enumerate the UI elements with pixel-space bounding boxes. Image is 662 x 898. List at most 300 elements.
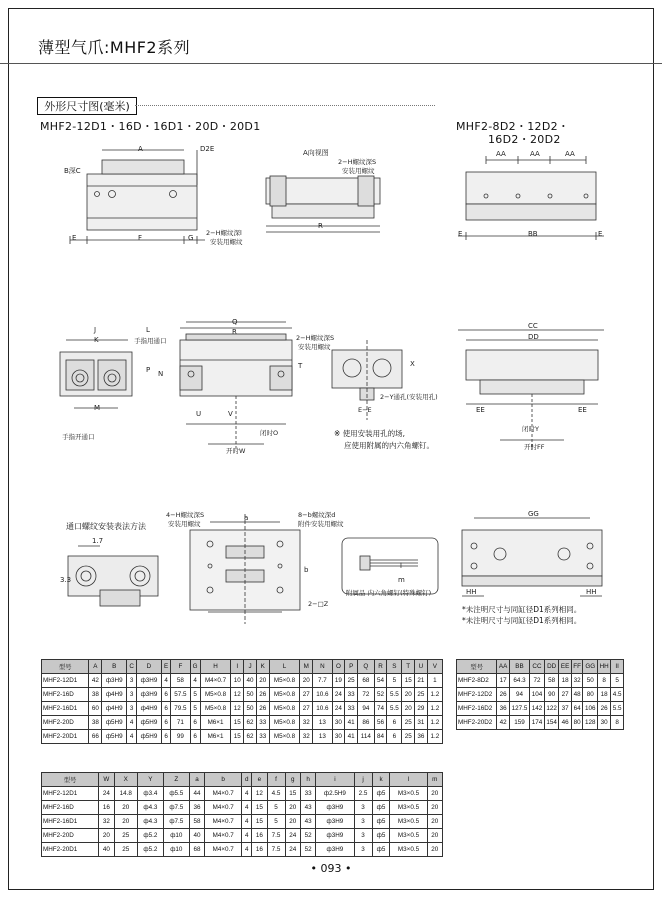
table-cell: 64 xyxy=(571,702,583,716)
table-cell: 43 xyxy=(300,815,315,829)
table-cell: 114 xyxy=(358,730,375,744)
label-finger-open-port: 手指开通口 xyxy=(62,433,95,441)
table-cell: 20 xyxy=(402,702,415,716)
table-cell: ф4H9 xyxy=(136,702,161,716)
table-row xyxy=(42,815,443,829)
table-cell: 7.5 xyxy=(267,843,285,857)
port-method-title: 通口螺纹安装表法方法 xyxy=(66,522,146,531)
table-cell: 7.7 xyxy=(313,674,332,688)
table-cell: 94 xyxy=(509,688,529,702)
table-cell: 27 xyxy=(559,688,571,702)
col-header: FF xyxy=(571,660,583,674)
table-cell: ф3H9 xyxy=(102,674,127,688)
dim-m: M xyxy=(94,404,101,412)
label-thread-s-2: 2−H螺纹深S xyxy=(296,334,335,342)
table-cell: 4 xyxy=(162,674,171,688)
label-open-ff: 开时FF xyxy=(524,443,545,451)
spec-table-d2 xyxy=(456,659,624,730)
table-cell: ф5 xyxy=(372,801,390,815)
dim-a: A xyxy=(138,145,143,153)
table-cell: ф4H9 xyxy=(102,702,127,716)
table-cell: 15 xyxy=(252,815,267,829)
table-cell: 5 xyxy=(611,674,624,688)
col-header: L xyxy=(269,660,300,674)
table-cell: 3 xyxy=(354,815,372,829)
table-cell: 12 xyxy=(231,702,244,716)
table-cell: 36 xyxy=(415,730,428,744)
model-cell: MHF2-16D xyxy=(42,688,89,702)
table-cell: 4 xyxy=(242,801,252,815)
table-cell: 72 xyxy=(530,674,545,688)
dim-k: K xyxy=(94,336,99,344)
table-cell: 24 xyxy=(285,829,300,843)
table-cell: 42 xyxy=(497,716,509,730)
table-cell: 8 xyxy=(598,674,611,688)
table-cell: 33 xyxy=(256,730,269,744)
label-finger-port: 手指用通口 xyxy=(134,337,167,345)
col-header: V xyxy=(427,660,442,674)
dim-x: X xyxy=(410,360,415,368)
table-cell: 4.5 xyxy=(267,787,285,801)
table-cell: ф2.5H9 xyxy=(316,787,354,801)
table-cell: 122 xyxy=(544,702,559,716)
table-cell: 6 xyxy=(162,702,171,716)
table-cell: 62 xyxy=(244,730,257,744)
table-cell: 74 xyxy=(374,702,387,716)
table-cell: 68 xyxy=(358,674,375,688)
table-cell: 27 xyxy=(300,688,313,702)
table-cell: 10 xyxy=(231,674,244,688)
col-header: D xyxy=(136,660,161,674)
table-cell: 20 xyxy=(300,674,313,688)
table-cell: 58 xyxy=(171,674,190,688)
label-with-hex: 附件安装用螺纹 xyxy=(298,520,344,528)
col-header: l xyxy=(390,773,427,787)
col-header: B xyxy=(102,660,127,674)
col-header: C xyxy=(127,660,137,674)
table-cell: 20 xyxy=(114,815,137,829)
section-label: 外形尺寸图(毫米) xyxy=(37,97,137,115)
table-cell: M5×0.8 xyxy=(200,702,231,716)
label-mount-thread-3: 安装用螺纹 xyxy=(298,343,331,351)
table-cell: 20 xyxy=(427,815,442,829)
dim-u: U xyxy=(196,410,202,418)
label-thread-8b: 8−b螺纹深d xyxy=(298,511,336,519)
table-cell: 17 xyxy=(497,674,509,688)
table-cell: 36 xyxy=(189,801,204,815)
table-cell: 5.5 xyxy=(387,688,402,702)
table-cell: 84 xyxy=(374,730,387,744)
table-cell: 15 xyxy=(231,716,244,730)
a-view xyxy=(266,176,380,232)
col-header: h xyxy=(300,773,315,787)
label-ee: E−E xyxy=(358,406,372,414)
model-series-left: MHF2-12D1・16D・16D1・20D・20D1 xyxy=(40,120,261,133)
table-cell: ф5 xyxy=(372,815,390,829)
footnote-2: *未注明尺寸与同缸径D1系列相同。 xyxy=(462,616,582,625)
table-cell: 159 xyxy=(509,716,529,730)
table-cell: 15 xyxy=(285,787,300,801)
table-cell: 41 xyxy=(345,730,358,744)
spec-table-d1 xyxy=(41,659,443,744)
table-cell: 6 xyxy=(190,730,200,744)
table-cell: 26 xyxy=(256,688,269,702)
col-header: G xyxy=(190,660,200,674)
dim-1-7: 1.7 xyxy=(92,537,104,545)
dim-g: G xyxy=(188,234,194,242)
model-cell: MHF2-16D2 xyxy=(457,702,497,716)
model-cell: MHF2-16D1 xyxy=(42,702,89,716)
dim-l-lower: l xyxy=(400,562,402,570)
table-cell: 5 xyxy=(387,674,402,688)
table-cell: 66 xyxy=(89,730,102,744)
table-cell: ф3H9 xyxy=(136,674,161,688)
table-cell: 20 xyxy=(285,801,300,815)
table-cell: 13 xyxy=(313,716,332,730)
table-cell: 4 xyxy=(127,730,137,744)
col-header: P xyxy=(345,660,358,674)
table-cell: 30 xyxy=(598,716,611,730)
dim-q: Q xyxy=(232,318,238,326)
table-cell: 1.2 xyxy=(427,716,442,730)
dim-r-2: R xyxy=(232,328,237,336)
col-header: S xyxy=(387,660,402,674)
table-cell: 6 xyxy=(162,730,171,744)
label-mount-thread-1: 安装用螺纹 xyxy=(342,167,375,175)
table-cell: 48 xyxy=(571,688,583,702)
col-header: i xyxy=(316,773,354,787)
label-b-depth: B深C xyxy=(64,167,81,175)
table-cell: 1 xyxy=(427,674,442,688)
dim-n: N xyxy=(158,370,164,378)
dim-v: V xyxy=(228,410,233,418)
dim-dd: DD xyxy=(528,333,539,341)
table-cell: 56 xyxy=(374,716,387,730)
table-cell: 1.2 xyxy=(427,702,442,716)
table-cell: ф5.2 xyxy=(137,829,163,843)
col-header: b xyxy=(205,773,242,787)
table-cell: M5×0.8 xyxy=(269,702,300,716)
label-diagonal-z: 2−□Z xyxy=(308,600,329,608)
table-row xyxy=(42,674,443,688)
table-cell: 50 xyxy=(583,674,598,688)
table-cell: 24 xyxy=(99,787,114,801)
table-cell: 4 xyxy=(190,674,200,688)
col-header: I xyxy=(231,660,244,674)
table-row xyxy=(42,730,443,744)
table-cell: 41 xyxy=(345,716,358,730)
col-header: f xyxy=(267,773,285,787)
dim-hh: HH xyxy=(466,588,477,596)
table-cell: 52 xyxy=(374,688,387,702)
table-cell: ф4.3 xyxy=(137,801,163,815)
col-header: j xyxy=(354,773,372,787)
table-cell: 32 xyxy=(300,730,313,744)
table-cell: ф3H9 xyxy=(316,829,354,843)
col-header: g xyxy=(285,773,300,787)
table-cell: 32 xyxy=(99,815,114,829)
table-row xyxy=(42,829,443,843)
col-header: 型号 xyxy=(42,660,89,674)
model-series-right-2: 16D2・20D2 xyxy=(488,133,561,146)
label-mount-thread-2: 安装用螺纹 xyxy=(210,238,243,246)
model-series-right-1: MHF2-8D2・12D2・ xyxy=(456,120,570,133)
table-cell: 104 xyxy=(530,688,545,702)
table-cell: ф5.2 xyxy=(137,843,163,857)
table-cell: 3 xyxy=(127,702,137,716)
table-cell: 25 xyxy=(402,730,415,744)
table-cell: 94 xyxy=(358,702,375,716)
table-cell: 10.6 xyxy=(313,688,332,702)
table-cell: ф3H9 xyxy=(136,688,161,702)
table-cell: ф3.4 xyxy=(137,787,163,801)
table-cell: 4 xyxy=(242,787,252,801)
table-cell: M5×0.8 xyxy=(200,688,231,702)
table-cell: 29 xyxy=(415,702,428,716)
table-cell: 25 xyxy=(345,674,358,688)
table-cell: 64.3 xyxy=(509,674,529,688)
table-cell: ф5 xyxy=(372,843,390,857)
table-cell: 80 xyxy=(571,716,583,730)
dim-gg: GG xyxy=(528,510,539,518)
table-cell: 15 xyxy=(231,730,244,744)
table-cell: M4×0.7 xyxy=(205,829,242,843)
col-header: R xyxy=(374,660,387,674)
table-cell: ф5H9 xyxy=(102,730,127,744)
table-cell: 3 xyxy=(127,674,137,688)
col-header: m xyxy=(427,773,442,787)
col-header: M xyxy=(300,660,313,674)
table-cell: 16 xyxy=(252,843,267,857)
table-cell: M3×0.5 xyxy=(390,787,427,801)
table-cell: 6 xyxy=(190,716,200,730)
dim-cc: CC xyxy=(528,322,538,330)
side-view xyxy=(60,340,132,408)
table-cell: 26 xyxy=(256,702,269,716)
table-cell: 5 xyxy=(267,815,285,829)
label-a-view: A向视图 xyxy=(303,149,329,157)
col-header: W xyxy=(99,773,114,787)
col-header: HH xyxy=(598,660,611,674)
table-cell: 174 xyxy=(530,716,545,730)
dim-r: R xyxy=(318,222,323,230)
table-cell: 128 xyxy=(583,716,598,730)
table-cell: 20 xyxy=(427,787,442,801)
table-cell: 26 xyxy=(598,702,611,716)
table-row xyxy=(42,688,443,702)
table-cell: M6×1 xyxy=(200,716,231,730)
table-cell: M4×0.7 xyxy=(200,674,231,688)
model-cell: MHF2-20D xyxy=(42,829,99,843)
table-cell: ф4H9 xyxy=(102,688,127,702)
table-cell: 6 xyxy=(162,688,171,702)
table-cell: 24 xyxy=(285,843,300,857)
table-cell: M3×0.5 xyxy=(390,801,427,815)
table-cell: 40 xyxy=(99,843,114,857)
table-cell: ф3H9 xyxy=(316,801,354,815)
table-cell: ф4.3 xyxy=(137,815,163,829)
col-header: H xyxy=(200,660,231,674)
table-cell: 3 xyxy=(127,688,137,702)
table-cell: 42 xyxy=(89,674,102,688)
table-cell: 4 xyxy=(242,815,252,829)
table-cell: 43 xyxy=(300,801,315,815)
table-cell: 90 xyxy=(544,688,559,702)
table-cell: 127.5 xyxy=(509,702,529,716)
table-cell: 15 xyxy=(402,674,415,688)
table-row xyxy=(457,702,624,716)
col-header: F xyxy=(171,660,190,674)
dim-aa-2: AA xyxy=(530,150,540,158)
table-cell: 13 xyxy=(313,730,332,744)
table-cell: 20 xyxy=(285,815,300,829)
dim-e-right: E xyxy=(458,230,463,238)
table-cell: 58 xyxy=(189,815,204,829)
page-title: 薄型气爪:MHF2系列 xyxy=(38,38,191,57)
model-cell: MHF2-20D1 xyxy=(42,730,89,744)
model-cell: MHF2-20D2 xyxy=(457,716,497,730)
col-header: II xyxy=(611,660,624,674)
table-cell: M3×0.5 xyxy=(390,843,427,857)
dim-ee-2: EE xyxy=(578,406,587,414)
table-cell: ф7.5 xyxy=(163,801,189,815)
table-cell: 30 xyxy=(332,730,345,744)
table-cell: M3×0.5 xyxy=(390,829,427,843)
table-cell: 10.6 xyxy=(313,702,332,716)
table-cell: 52 xyxy=(300,843,315,857)
label-accessory: 附属品 内六角螺钉(特殊螺钉) xyxy=(346,589,432,597)
table-row xyxy=(457,716,624,730)
table-cell: 21 xyxy=(415,674,428,688)
table-cell: 5 xyxy=(190,688,200,702)
table-cell: 25 xyxy=(114,843,137,857)
dim-f: F xyxy=(138,234,143,242)
model-cell: MHF2-12D1 xyxy=(42,787,99,801)
table-cell: 46 xyxy=(559,716,571,730)
page-number: • 093 • xyxy=(310,862,352,875)
hex-screw-view xyxy=(342,538,438,594)
table-cell: 33 xyxy=(345,702,358,716)
table-cell: ф10 xyxy=(163,829,189,843)
col-header: a xyxy=(189,773,204,787)
table-row xyxy=(42,716,443,730)
label-closed-y: 闭时Y xyxy=(522,425,539,433)
table-cell: M5×0.8 xyxy=(269,688,300,702)
dim-aa-1: AA xyxy=(496,150,506,158)
table-cell: 25 xyxy=(402,716,415,730)
table-cell: M4×0.7 xyxy=(205,787,242,801)
col-header: E xyxy=(162,660,171,674)
port-mount-view xyxy=(68,546,158,606)
table-cell: 38 xyxy=(89,688,102,702)
table-cell: 50 xyxy=(244,702,257,716)
table-cell: 30 xyxy=(332,716,345,730)
table-cell: 32 xyxy=(300,716,313,730)
col-header: 型号 xyxy=(457,660,497,674)
table-cell: M5×0.8 xyxy=(269,674,300,688)
table-cell: 20 xyxy=(427,801,442,815)
table-cell: 20 xyxy=(427,829,442,843)
table-cell: ф5H9 xyxy=(102,716,127,730)
dim-b-lower: b xyxy=(304,566,309,574)
table-cell: 3 xyxy=(354,801,372,815)
table-cell: ф5 xyxy=(372,829,390,843)
col-header: d xyxy=(242,773,252,787)
label-thread-s: 2−H螺纹深S xyxy=(338,158,377,166)
col-header: O xyxy=(332,660,345,674)
table-cell: 12 xyxy=(231,688,244,702)
table-cell: 5 xyxy=(267,801,285,815)
table-cell: 142 xyxy=(530,702,545,716)
table-cell: ф3H9 xyxy=(316,843,354,857)
table-cell: 20 xyxy=(427,843,442,857)
table-cell: 1.2 xyxy=(427,688,442,702)
table-cell: 36 xyxy=(497,702,509,716)
table-cell: 40 xyxy=(189,829,204,843)
table-row xyxy=(42,843,443,857)
table-cell: M4×0.7 xyxy=(205,843,242,857)
label-mount-thread-4: 安装用螺纹 xyxy=(168,520,201,528)
table-cell: 60 xyxy=(89,702,102,716)
table-cell: 27 xyxy=(300,702,313,716)
table-cell: M6×1 xyxy=(200,730,231,744)
table-cell: ф5.5 xyxy=(163,787,189,801)
table-cell: 15 xyxy=(252,801,267,815)
table-cell: 86 xyxy=(358,716,375,730)
table-cell: 8 xyxy=(611,716,624,730)
col-header: X xyxy=(114,773,137,787)
col-header: U xyxy=(415,660,428,674)
col-header: GG xyxy=(583,660,598,674)
col-header: EE xyxy=(559,660,571,674)
dim-hh-2: HH xyxy=(586,588,597,596)
model-cell: MHF2-16D xyxy=(42,801,99,815)
table-cell: 16 xyxy=(252,829,267,843)
table-cell: 14.8 xyxy=(114,787,137,801)
table-cell: ф10 xyxy=(163,843,189,857)
table-cell: 1.2 xyxy=(427,730,442,744)
table-cell: 19 xyxy=(332,674,345,688)
table-cell: 3 xyxy=(354,843,372,857)
col-header: 型号 xyxy=(42,773,99,787)
table-cell: 6 xyxy=(387,730,402,744)
hex-note-1: ※ 使用安装用孔的场, xyxy=(334,429,406,438)
col-header: BB xyxy=(509,660,529,674)
table-row xyxy=(457,688,624,702)
table-cell: 24 xyxy=(332,688,345,702)
table-cell: 71 xyxy=(171,716,190,730)
table-cell: 20 xyxy=(256,674,269,688)
table-cell: 20 xyxy=(99,829,114,843)
front-view-1 xyxy=(70,150,205,244)
table-cell: 4.5 xyxy=(611,688,624,702)
model-cell: MHF2-8D2 xyxy=(457,674,497,688)
table-cell: ф7.5 xyxy=(163,815,189,829)
table-cell: 40 xyxy=(244,674,257,688)
table-cell: ф5H9 xyxy=(136,730,161,744)
table-cell: 58 xyxy=(544,674,559,688)
dim-j: J xyxy=(94,326,97,334)
col-header: A xyxy=(89,660,102,674)
col-header: K xyxy=(256,660,269,674)
label-closed-o: 闭时O xyxy=(260,429,279,437)
col-header: DD xyxy=(544,660,559,674)
table-cell: 52 xyxy=(300,829,315,843)
table-cell: 4 xyxy=(127,716,137,730)
table-cell: 18 xyxy=(598,688,611,702)
table-cell: 154 xyxy=(544,716,559,730)
table-header-row xyxy=(42,773,443,787)
